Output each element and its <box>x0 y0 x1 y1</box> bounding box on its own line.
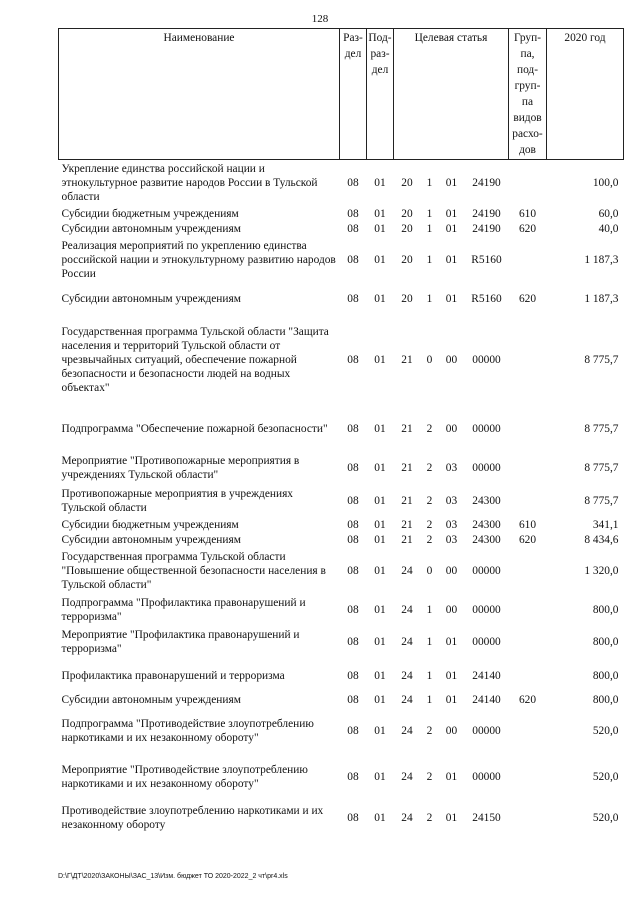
table-cell-target-direction: 24190 <box>472 223 501 235</box>
table-cell-amount: 800,0 <box>592 603 619 616</box>
table-row <box>59 314 624 407</box>
table-cell-target-subprogram: 2 <box>426 461 433 474</box>
table-cell-expense-group <box>509 595 547 625</box>
table-cell-section: 08 <box>347 461 359 474</box>
table-cell-subsection: 01 <box>374 177 386 190</box>
table-cell-name: Субсидии бюджетным учреждениям <box>61 208 239 220</box>
table-cell-amount: 60,0 <box>598 208 619 220</box>
table-cell-name: Государственная программа Тульской области "Повышение общественной безопасности населения в Тульской области" <box>61 551 326 591</box>
table-cell-expense-group <box>509 548 547 595</box>
table-cell-expense-group <box>509 407 547 451</box>
header-year: 2020 год <box>547 29 624 160</box>
table-cell-amount: 800,0 <box>592 670 619 682</box>
table-cell-target-subprogram: 2 <box>426 519 433 531</box>
table-cell-target-event: 03 <box>445 461 458 474</box>
table-row <box>59 693 624 708</box>
table-cell-section: 08 <box>347 292 359 305</box>
table-cell-target-program: 24 <box>401 565 413 577</box>
table-cell-section: 08 <box>347 811 359 824</box>
table-cell-name: Противодействие злоупотреблению наркотиками и их незаконному обороту <box>61 804 324 831</box>
table-cell-target-event: 01 <box>445 208 458 220</box>
table-cell-target-direction: 00000 <box>472 603 501 616</box>
table-cell-target-program: 20 <box>401 177 413 190</box>
table-cell-section: 08 <box>347 422 359 435</box>
table-row <box>59 660 624 693</box>
table-cell-name: Профилактика правонарушений и терроризма <box>61 670 285 682</box>
table-cell-subsection: 01 <box>374 254 386 266</box>
table-cell-expense-group <box>509 755 547 799</box>
table-row <box>59 451 624 485</box>
table-cell-target-event: 01 <box>445 223 458 235</box>
table-cell-target-program: 24 <box>401 770 413 783</box>
table-row <box>59 799 624 837</box>
table-cell-target-subprogram: 2 <box>426 534 433 546</box>
table-cell-expense-group <box>509 160 547 207</box>
table-cell-section: 08 <box>347 519 359 531</box>
table-cell-target-event: 01 <box>445 292 458 305</box>
table-cell-expense-group <box>509 799 547 837</box>
table-cell-target-direction: 24140 <box>472 694 501 706</box>
table-cell-expense-group <box>509 314 547 407</box>
file-path-footer: D:\Г\ДТ\2020\ЗАКОНЫ\ЗАС_13\Изм. бюджет ТО 2020-2022_2 чт\pr4.xls <box>58 873 288 880</box>
table-cell-subsection: 01 <box>374 461 386 474</box>
table-cell-expense-group <box>509 451 547 485</box>
table-cell-target-direction: 00000 <box>472 770 501 783</box>
table-cell-amount: 8 775,7 <box>584 461 619 474</box>
table-body <box>59 160 624 837</box>
table-cell-target-subprogram: 1 <box>426 636 433 648</box>
table-cell-target-event: 03 <box>445 534 458 546</box>
table-cell-section: 08 <box>347 565 359 577</box>
table-cell-name: Реализация мероприятий по укреплению единства российской нации и этнокультурному развитию народов России <box>61 240 336 280</box>
table-cell-expense-group <box>509 485 547 518</box>
table-cell-target-event: 01 <box>445 636 458 648</box>
table-cell-subsection: 01 <box>374 694 386 706</box>
table-cell-expense-group: 620 <box>518 534 537 546</box>
table-cell-subsection: 01 <box>374 565 386 577</box>
table-cell-target-subprogram: 1 <box>426 223 433 235</box>
table-row <box>59 160 624 207</box>
table-cell-target-direction: 00000 <box>472 636 501 648</box>
table-cell-name: Укрепление единства российской нации и этнокультурное развитие народов России в Тульской области <box>61 163 318 204</box>
table-cell-amount: 341,1 <box>592 519 619 531</box>
table-cell-subsection: 01 <box>374 770 386 783</box>
table-cell-subsection: 01 <box>374 670 386 682</box>
table-cell-target-direction: 00000 <box>472 565 501 577</box>
table-row <box>59 407 624 451</box>
table-row <box>59 284 624 314</box>
table-cell-amount: 800,0 <box>592 694 619 706</box>
table-cell-target-direction: 00000 <box>472 422 501 435</box>
table-cell-target-subprogram: 1 <box>426 670 433 682</box>
table-cell-amount: 800,0 <box>592 636 619 648</box>
table-cell-subsection: 01 <box>374 519 386 531</box>
table-cell-expense-group: 620 <box>518 223 537 235</box>
table-cell-name: Подпрограмма "Профилактика правонарушений и терроризма" <box>61 596 306 623</box>
table-cell-target-program: 24 <box>401 636 413 648</box>
table-cell-amount: 520,0 <box>592 770 619 783</box>
table-cell-section: 08 <box>347 354 359 366</box>
table-cell-subsection: 01 <box>374 292 386 305</box>
table-cell-subsection: 01 <box>374 725 386 737</box>
table-cell-target-program: 24 <box>401 811 413 824</box>
table-cell-amount: 520,0 <box>592 725 619 737</box>
table-cell-name: Субсидии автономным учреждениям <box>61 534 241 546</box>
table-cell-amount: 520,0 <box>592 811 619 824</box>
budget-table <box>58 28 624 837</box>
table-row <box>59 485 624 518</box>
table-cell-target-subprogram: 1 <box>426 177 433 190</box>
table-cell-name: Государственная программа Тульской области "Защита населения и территорий Тульской области от чрезвычайных ситуаций, обеспечение пожарной безопасности и безопасности людей на водных объектах" <box>61 326 329 394</box>
table-cell-name: Мероприятие "Противодействие злоупотреблению наркотиками и их незаконному обороту" <box>61 763 308 790</box>
table-cell-expense-group: 620 <box>518 292 537 305</box>
table-cell-subsection: 01 <box>374 636 386 648</box>
table-cell-target-direction: 24300 <box>472 495 501 507</box>
table-row <box>59 708 624 755</box>
table-cell-section: 08 <box>347 670 359 682</box>
table-cell-name: Подпрограмма "Противодействие злоупотреблению наркотиками и их незаконному обороту" <box>61 718 314 744</box>
table-cell-name: Субсидии бюджетным учреждениям <box>61 519 239 531</box>
table-cell-expense-group: 610 <box>518 519 537 531</box>
table-row <box>59 207 624 222</box>
table-cell-subsection: 01 <box>374 534 386 546</box>
table-cell-target-subprogram: 2 <box>426 770 433 783</box>
table-row <box>59 548 624 595</box>
table-cell-target-program: 21 <box>401 354 413 366</box>
table-cell-target-event: 01 <box>445 670 458 682</box>
page-number: 128 <box>311 13 329 25</box>
table-cell-target-direction: 24300 <box>472 519 501 531</box>
table-cell-name: Субсидии автономным учреждениям <box>61 694 241 706</box>
table-cell-target-direction: 24190 <box>472 177 501 190</box>
table-cell-target-event: 01 <box>445 177 458 190</box>
table-cell-target-program: 20 <box>401 254 413 266</box>
table-cell-target-event: 01 <box>445 694 458 706</box>
table-cell-section: 08 <box>347 495 359 507</box>
table-cell-target-subprogram: 1 <box>426 254 433 266</box>
header-group: Груп-па, под-груп-па видов расхо-дов <box>509 29 547 160</box>
table-cell-amount: 1 320,0 <box>584 565 619 577</box>
table-cell-target-subprogram: 2 <box>426 725 433 737</box>
table-cell-subsection: 01 <box>374 223 386 235</box>
table-row <box>59 755 624 799</box>
table-cell-target-program: 21 <box>401 461 413 474</box>
table-cell-target-event: 03 <box>445 495 458 507</box>
table-cell-target-program: 20 <box>401 208 413 220</box>
table-cell-target-program: 24 <box>401 694 413 706</box>
table-cell-target-event: 01 <box>445 254 458 266</box>
table-cell-section: 08 <box>347 254 359 266</box>
table-row <box>59 625 624 660</box>
table-cell-section: 08 <box>347 603 359 616</box>
table-cell-target-subprogram: 1 <box>426 292 433 305</box>
table-row <box>59 518 624 533</box>
table-cell-expense-group <box>509 708 547 755</box>
table-cell-amount: 1 187,3 <box>584 254 619 266</box>
table-cell-name: Противопожарные мероприятия в учреждениях Тульской области <box>61 488 294 514</box>
table-cell-section: 08 <box>347 770 359 783</box>
table-cell-target-subprogram: 0 <box>426 565 433 577</box>
table-cell-section: 08 <box>347 725 359 737</box>
table-cell-target-subprogram: 2 <box>426 495 433 507</box>
header-section: Раз-дел <box>340 29 367 160</box>
table-cell-target-direction: 24140 <box>472 670 501 682</box>
table-cell-target-event: 03 <box>445 519 458 531</box>
table-cell-target-program: 21 <box>401 519 413 531</box>
header-row <box>59 29 624 160</box>
table-cell-target-event: 00 <box>445 725 458 737</box>
table-cell-target-subprogram: 1 <box>426 694 433 706</box>
table-cell-target-direction: 00000 <box>472 461 501 474</box>
table-cell-name: Подпрограмма "Обеспечение пожарной безопасности" <box>61 422 328 435</box>
table-cell-amount: 40,0 <box>598 223 619 235</box>
table-cell-target-program: 21 <box>401 534 413 546</box>
table-cell-amount: 8 775,7 <box>584 422 619 435</box>
table-cell-amount: 1 187,3 <box>584 292 619 305</box>
table-cell-amount: 8 434,6 <box>584 534 619 546</box>
table-cell-subsection: 01 <box>374 354 386 366</box>
table-cell-target-direction: 00000 <box>472 354 501 366</box>
table-cell-target-event: 00 <box>445 354 458 366</box>
table-cell-section: 08 <box>347 534 359 546</box>
table-cell-amount: 100,0 <box>592 177 619 190</box>
table-cell-target-subprogram: 2 <box>426 811 433 824</box>
table-cell-target-event: 01 <box>445 811 458 824</box>
table-cell-target-direction: 24150 <box>472 811 501 824</box>
table-row <box>59 222 624 237</box>
table-cell-target-direction: 00000 <box>472 725 501 737</box>
table-cell-target-subprogram: 1 <box>426 208 433 220</box>
table-cell-target-program: 20 <box>401 223 413 235</box>
table-cell-section: 08 <box>347 694 359 706</box>
table-cell-expense-group <box>509 237 547 284</box>
table-cell-target-subprogram: 0 <box>426 354 433 366</box>
table-cell-section: 08 <box>347 223 359 235</box>
table-cell-expense-group: 610 <box>518 208 537 220</box>
table-cell-target-direction: 24190 <box>472 208 501 220</box>
table-cell-target-program: 21 <box>401 495 413 507</box>
table-cell-target-program: 21 <box>401 422 413 435</box>
table-cell-target-subprogram: 1 <box>426 603 433 616</box>
table-cell-section: 08 <box>347 636 359 648</box>
table-cell-target-event: 01 <box>445 770 458 783</box>
table-cell-subsection: 01 <box>374 495 386 507</box>
table-cell-name: Мероприятие "Противопожарные мероприятия в учреждениях Тульской области" <box>61 454 300 481</box>
table-row <box>59 595 624 625</box>
table-cell-target-direction: R5160 <box>471 292 502 305</box>
table-cell-name: Субсидии автономным учреждениям <box>61 292 241 305</box>
table-row <box>59 237 624 284</box>
table-cell-amount: 8 775,7 <box>584 495 619 507</box>
table-cell-target-direction: 24300 <box>472 534 501 546</box>
table-cell-subsection: 01 <box>374 811 386 824</box>
table-cell-name: Мероприятие "Профилактика правонарушений и терроризма" <box>61 629 300 655</box>
table-cell-target-program: 20 <box>401 292 413 305</box>
table-cell-section: 08 <box>347 177 359 190</box>
table-cell-target-program: 24 <box>401 603 413 616</box>
table-cell-amount: 8 775,7 <box>584 354 619 366</box>
header-subsection: Под-раз-дел <box>367 29 394 160</box>
table-cell-target-subprogram: 2 <box>426 422 433 435</box>
table-cell-target-program: 24 <box>401 725 413 737</box>
table-cell-expense-group <box>509 660 547 693</box>
header-name: Наименование <box>59 29 340 160</box>
table-row <box>59 533 624 548</box>
table-cell-target-event: 00 <box>445 603 458 616</box>
table-cell-target-event: 00 <box>445 422 458 435</box>
table-cell-target-program: 24 <box>401 670 413 682</box>
table-cell-target-event: 00 <box>445 565 458 577</box>
table-cell-target-direction: R5160 <box>471 254 502 266</box>
table-cell-subsection: 01 <box>374 603 386 616</box>
table-cell-section: 08 <box>347 208 359 220</box>
table-cell-subsection: 01 <box>374 422 386 435</box>
table-cell-expense-group: 620 <box>518 694 537 706</box>
table-cell-name: Субсидии автономным учреждениям <box>61 223 241 235</box>
table-cell-subsection: 01 <box>374 208 386 220</box>
table-cell-expense-group <box>509 625 547 660</box>
header-target: Целевая статья <box>394 29 509 160</box>
